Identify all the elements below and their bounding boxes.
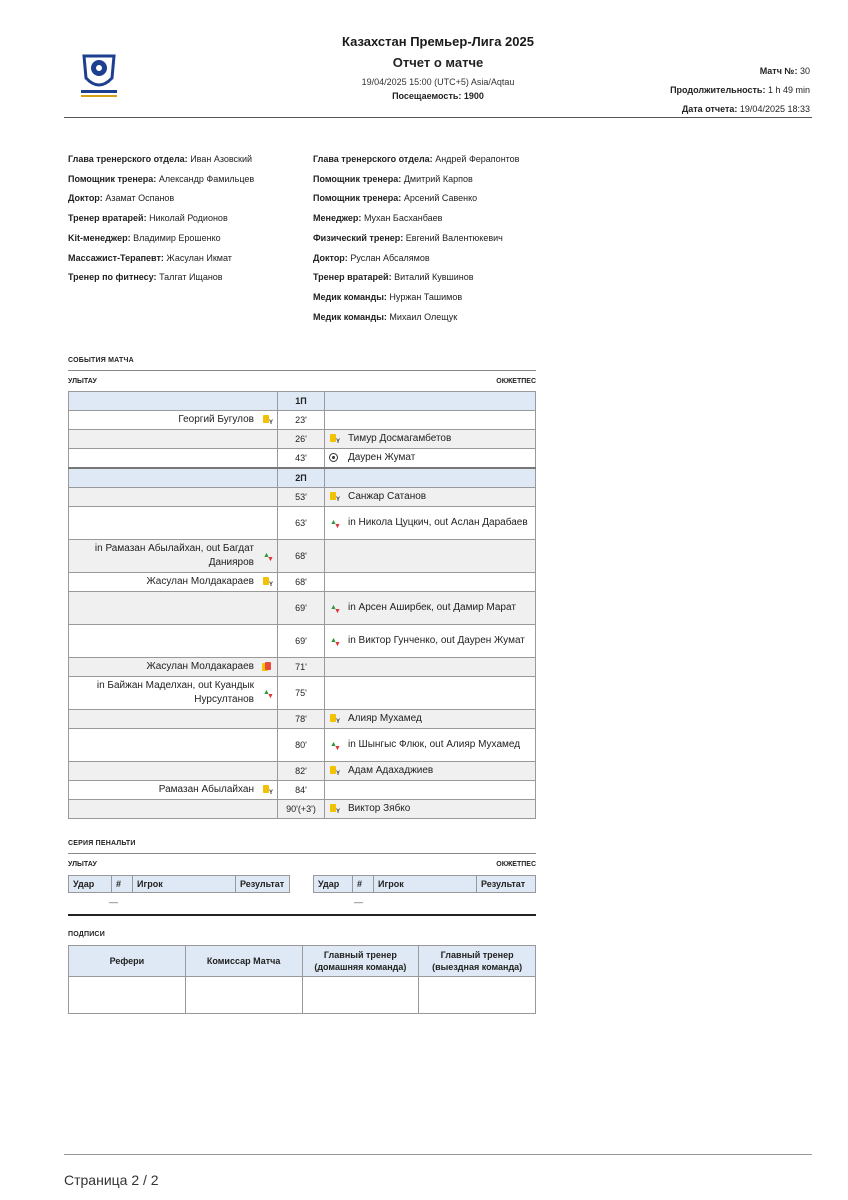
- report-subtitle: Отчет о матче: [392, 55, 484, 70]
- goal-ball-icon: [329, 453, 340, 464]
- footer-divider: [64, 1154, 812, 1155]
- staff-entry: [313, 150, 519, 170]
- staff-name: Нуржан Ташимов: [389, 291, 463, 302]
- away-penalty-empty: —: [354, 897, 363, 907]
- attendance-label: Посещаемость:: [392, 91, 462, 101]
- sig-home-coach: Главный тренер (домашняя команда): [302, 946, 419, 977]
- staff-role: Глава тренерского отдела:: [68, 154, 188, 164]
- away-event-cell: [325, 507, 536, 540]
- home-penalty-table: [68, 875, 290, 893]
- sig-referee-cell: [69, 977, 186, 1014]
- yellow-card-icon: Y: [262, 785, 273, 796]
- event-row: [69, 449, 536, 469]
- penalty-away-team: ОКЖЕТПЕС: [496, 861, 536, 868]
- home-event-text: in Байжан Маделхан, out Куандык Нурсултанов: [96, 680, 254, 705]
- staff-name: Евгений Валентюкевич: [405, 232, 503, 243]
- staff-name: Виталий Кувшинов: [394, 272, 474, 283]
- away-event-text: Алияр Мухамед: [348, 713, 422, 724]
- event-minute: 43': [278, 449, 325, 469]
- staff-name: Михаил Олещук: [389, 311, 458, 322]
- home-event-cell: [69, 625, 278, 658]
- home-event: [73, 413, 273, 427]
- away-event: [329, 490, 531, 504]
- home-event: [73, 679, 273, 707]
- half-right-cell: [325, 392, 536, 411]
- col-player: Игрок: [374, 876, 477, 893]
- away-event: [329, 451, 531, 465]
- staff-entry: [313, 288, 519, 308]
- event-row: [69, 710, 536, 729]
- attendance-value: 1900: [463, 91, 484, 101]
- event-row: [69, 507, 536, 540]
- home-event-text: in Рамазан Абылайхан, out Багдат Данияров: [94, 543, 254, 568]
- events-home-team: УЛЫТАУ: [68, 378, 97, 385]
- event-minute: 69': [278, 625, 325, 658]
- away-event-cell: [325, 430, 536, 449]
- event-minute: 68': [278, 540, 325, 573]
- home-staff-list: [68, 150, 254, 288]
- staff-entry: [313, 268, 519, 288]
- col-number: #: [112, 876, 133, 893]
- home-event: [73, 783, 273, 797]
- home-penalty-empty: —: [109, 897, 118, 907]
- staff-name: Николай Родионов: [149, 213, 228, 224]
- home-event-text: Георгий Бугулов: [178, 414, 254, 425]
- yellow-card-icon: Y: [329, 804, 340, 815]
- half-label: 1П: [278, 392, 325, 411]
- away-event-cell: [325, 449, 536, 469]
- sig-commissioner-cell: [185, 977, 302, 1014]
- half-header-row: [69, 468, 536, 488]
- event-minute: 78': [278, 710, 325, 729]
- staff-entry: [313, 209, 519, 229]
- yellow-card-icon: Y: [262, 577, 273, 588]
- event-row: [69, 658, 536, 677]
- staff-name: Талгат Ищанов: [159, 272, 223, 283]
- away-event-cell: [325, 658, 536, 677]
- staff-entry: [313, 249, 519, 269]
- substitution-icon: ▲ ▼: [330, 518, 341, 530]
- staff-name: Владимир Ерошенко: [133, 232, 221, 243]
- event-minute: 71': [278, 658, 325, 677]
- event-row: [69, 573, 536, 592]
- substitution-icon: ▲ ▼: [330, 603, 341, 615]
- home-event-cell: [69, 573, 278, 592]
- staff-role: Помощник тренера:: [313, 193, 402, 204]
- home-event-cell: [69, 658, 278, 677]
- event-row: [69, 729, 536, 762]
- col-number: #: [353, 876, 374, 893]
- home-event-cell: [69, 430, 278, 449]
- away-event-text: Тимур Досмагамбетов: [348, 433, 452, 444]
- yellow-card-icon: Y: [329, 766, 340, 777]
- events-away-team: ОКЖЕТПЕС: [496, 378, 536, 385]
- staff-entry: [68, 209, 254, 229]
- away-penalty-table: [313, 875, 536, 893]
- duration-label: Продолжительность:: [670, 85, 766, 95]
- staff-entry: [68, 268, 254, 288]
- staff-role: Доктор:: [68, 193, 103, 204]
- home-event-cell: [69, 488, 278, 507]
- page-number: Страница 2 / 2: [64, 1172, 159, 1188]
- penalty-bottom-divider: [68, 914, 536, 916]
- staff-entry: [68, 229, 254, 249]
- away-event-text: Санжар Сатанов: [348, 491, 427, 502]
- col-shot: Удар: [314, 876, 353, 893]
- away-event-text: Даурен Жумат: [348, 452, 416, 463]
- staff-name: Иван Азовский: [190, 154, 253, 164]
- home-event-cell: [69, 800, 278, 819]
- away-event-cell: [325, 729, 536, 762]
- penalty-home-team: УЛЫТАУ: [68, 861, 97, 868]
- substitution-icon: ▲ ▼: [330, 636, 341, 648]
- away-event-text: in Шынгыс Флюк, out Алияр Мухамед: [348, 739, 521, 750]
- penalty-section-divider: [68, 853, 536, 854]
- penalty-header-row: [69, 876, 290, 893]
- second-yellow-red-card-icon: [262, 662, 273, 673]
- event-row: [69, 411, 536, 430]
- staff-entry: [68, 189, 254, 209]
- away-event: [329, 802, 531, 816]
- event-row: [69, 592, 536, 625]
- event-minute: 53': [278, 488, 325, 507]
- staff-role: Массажист-Терапевт:: [68, 252, 164, 263]
- away-event-cell: [325, 781, 536, 800]
- sig-home-coach-cell: [302, 977, 419, 1014]
- event-minute: 84': [278, 781, 325, 800]
- event-row: [69, 677, 536, 710]
- staff-entry: [313, 229, 519, 249]
- away-event: [329, 764, 531, 778]
- home-event-cell: [69, 710, 278, 729]
- staff-entry: [68, 150, 254, 170]
- half-label: 2П: [278, 468, 325, 488]
- staff-entry: [313, 308, 519, 328]
- match-duration: [670, 81, 810, 100]
- staff-role: Тренер по фитнесу:: [68, 272, 157, 283]
- report-header: [288, 34, 588, 101]
- away-event-text: in Никола Цуцкич, out Аслан Дарабаев: [348, 517, 528, 528]
- home-event-cell: [69, 781, 278, 800]
- penalty-header-row: [314, 876, 536, 893]
- staff-name: Александр Фамильцев: [158, 173, 255, 184]
- substitution-icon: ▲ ▼: [263, 551, 274, 563]
- home-event-cell: [69, 729, 278, 762]
- staff-role: Доктор:: [313, 252, 348, 263]
- away-event-text: Виктор Зябко: [348, 803, 411, 814]
- yellow-card-icon: Y: [262, 415, 273, 426]
- signatures-section-label: ПОДПИСИ: [68, 931, 105, 938]
- away-event-cell: [325, 573, 536, 592]
- col-player: Игрок: [133, 876, 236, 893]
- event-minute: 80': [278, 729, 325, 762]
- home-event-cell: [69, 677, 278, 710]
- report-date-value: 19/04/2025 18:33: [739, 104, 810, 114]
- home-event-cell: [69, 411, 278, 430]
- away-event-cell: [325, 677, 536, 710]
- staff-name: Андрей Ферапонтов: [435, 154, 520, 164]
- staff-role: Помощник тренера:: [313, 173, 402, 184]
- signatures-header-row: [69, 946, 536, 977]
- home-event-cell: [69, 540, 278, 573]
- home-event-cell: [69, 592, 278, 625]
- staff-role: Менеджер:: [313, 213, 362, 224]
- home-event-text: Жасулан Молдакараев: [146, 661, 254, 672]
- event-row: [69, 625, 536, 658]
- home-event-cell: [69, 762, 278, 781]
- staff-name: Дмитрий Карпов: [403, 173, 473, 184]
- away-event-cell: [325, 540, 536, 573]
- event-row: [69, 488, 536, 507]
- yellow-card-icon: Y: [329, 434, 340, 445]
- signatures-table: [68, 945, 536, 1014]
- away-event: [329, 634, 531, 648]
- away-staff-list: [313, 150, 519, 327]
- staff-role: Медик команды:: [313, 291, 387, 302]
- col-result: Результат: [236, 876, 290, 893]
- staff-name: Жасулан Икмат: [166, 252, 232, 263]
- match-number-label: Матч №:: [759, 66, 798, 76]
- substitution-icon: ▲ ▼: [330, 740, 341, 752]
- events-section-divider: [68, 370, 536, 371]
- event-minute: 90'(+3'): [278, 800, 325, 819]
- event-row: [69, 800, 536, 819]
- sig-commissioner: Комиссар Матча: [185, 946, 302, 977]
- report-date-label: Дата отчета:: [681, 104, 738, 114]
- event-minute: 68': [278, 573, 325, 592]
- home-event: [73, 542, 273, 570]
- duration-value: 1 h 49 min: [767, 85, 810, 95]
- substitution-icon: ▲ ▼: [263, 688, 274, 700]
- event-minute: 82': [278, 762, 325, 781]
- away-event-text: in Арсен Аширбек, out Дамир Марат: [348, 602, 516, 613]
- staff-entry: [68, 170, 254, 190]
- col-result: Результат: [477, 876, 536, 893]
- away-event: [329, 432, 531, 446]
- half-right-cell: [325, 468, 536, 488]
- league-logo: [78, 52, 120, 100]
- staff-role: Помощник тренера:: [68, 173, 157, 184]
- league-title: Казахстан Премьер-Лига 2025: [342, 34, 534, 49]
- penalty-section-label: СЕРИЯ ПЕНАЛЬТИ: [68, 840, 136, 847]
- staff-role: Тренер вратарей:: [313, 272, 392, 283]
- match-events-table: [68, 391, 536, 819]
- yellow-card-icon: Y: [329, 492, 340, 503]
- staff-role: Глава тренерского отдела:: [313, 154, 433, 164]
- half-left-cell: [69, 468, 278, 488]
- away-event: [329, 601, 531, 615]
- event-minute: 75': [278, 677, 325, 710]
- sig-away-coach: Главный тренер (выездная команда): [419, 946, 536, 977]
- staff-entry: [313, 170, 519, 190]
- event-minute: 69': [278, 592, 325, 625]
- staff-name: Арсений Савенко: [403, 193, 478, 204]
- away-event-cell: [325, 488, 536, 507]
- half-left-cell: [69, 392, 278, 411]
- staff-role: Медик команды:: [313, 311, 387, 322]
- away-event-cell: [325, 411, 536, 430]
- event-row: [69, 540, 536, 573]
- staff-name: Азамат Оспанов: [105, 193, 175, 204]
- event-minute: 23': [278, 411, 325, 430]
- staff-role: Kit-менеджер:: [68, 232, 131, 243]
- col-shot: Удар: [69, 876, 112, 893]
- events-section-label: СОБЫТИЯ МАТЧА: [68, 357, 134, 364]
- signatures-blank-row: [69, 977, 536, 1014]
- event-minute: 63': [278, 507, 325, 540]
- attendance: [288, 91, 588, 101]
- staff-role: Физический тренер:: [313, 232, 404, 243]
- away-event-text: in Виктор Гунченко, out Даурен Жумат: [348, 635, 525, 646]
- header-divider: [64, 117, 812, 118]
- event-row: [69, 762, 536, 781]
- staff-name: Мухан Басханбаев: [363, 213, 443, 224]
- match-datetime: 19/04/2025 15:00 (UTC+5) Asia/Aqtau: [361, 77, 515, 87]
- home-event-cell: [69, 507, 278, 540]
- sig-referee: Рефери: [69, 946, 186, 977]
- home-event-cell: [69, 449, 278, 469]
- staff-role: Тренер вратарей:: [68, 213, 147, 224]
- away-event: [329, 516, 531, 530]
- home-event-text: Рамазан Абылайхан: [158, 784, 254, 795]
- half-header-row: [69, 392, 536, 411]
- home-event: [73, 660, 273, 674]
- away-event-cell: [325, 625, 536, 658]
- away-event: [329, 712, 531, 726]
- match-number-value: 30: [799, 66, 810, 76]
- event-minute: 26': [278, 430, 325, 449]
- staff-name: Руслан Абсалямов: [350, 252, 430, 263]
- event-row: [69, 781, 536, 800]
- away-event-cell: [325, 800, 536, 819]
- away-event-cell: [325, 710, 536, 729]
- yellow-card-icon: Y: [329, 714, 340, 725]
- home-event-text: Жасулан Молдакараев: [146, 576, 254, 587]
- home-event: [73, 575, 273, 589]
- away-event-text: Адам Адахаджиев: [348, 765, 434, 776]
- match-number: [670, 62, 810, 81]
- away-event: [329, 738, 531, 752]
- staff-entry: [313, 189, 519, 209]
- event-row: [69, 430, 536, 449]
- away-event-cell: [325, 592, 536, 625]
- match-meta: [670, 62, 810, 119]
- staff-entry: [68, 249, 254, 269]
- away-event-cell: [325, 762, 536, 781]
- sig-away-coach-cell: [419, 977, 536, 1014]
